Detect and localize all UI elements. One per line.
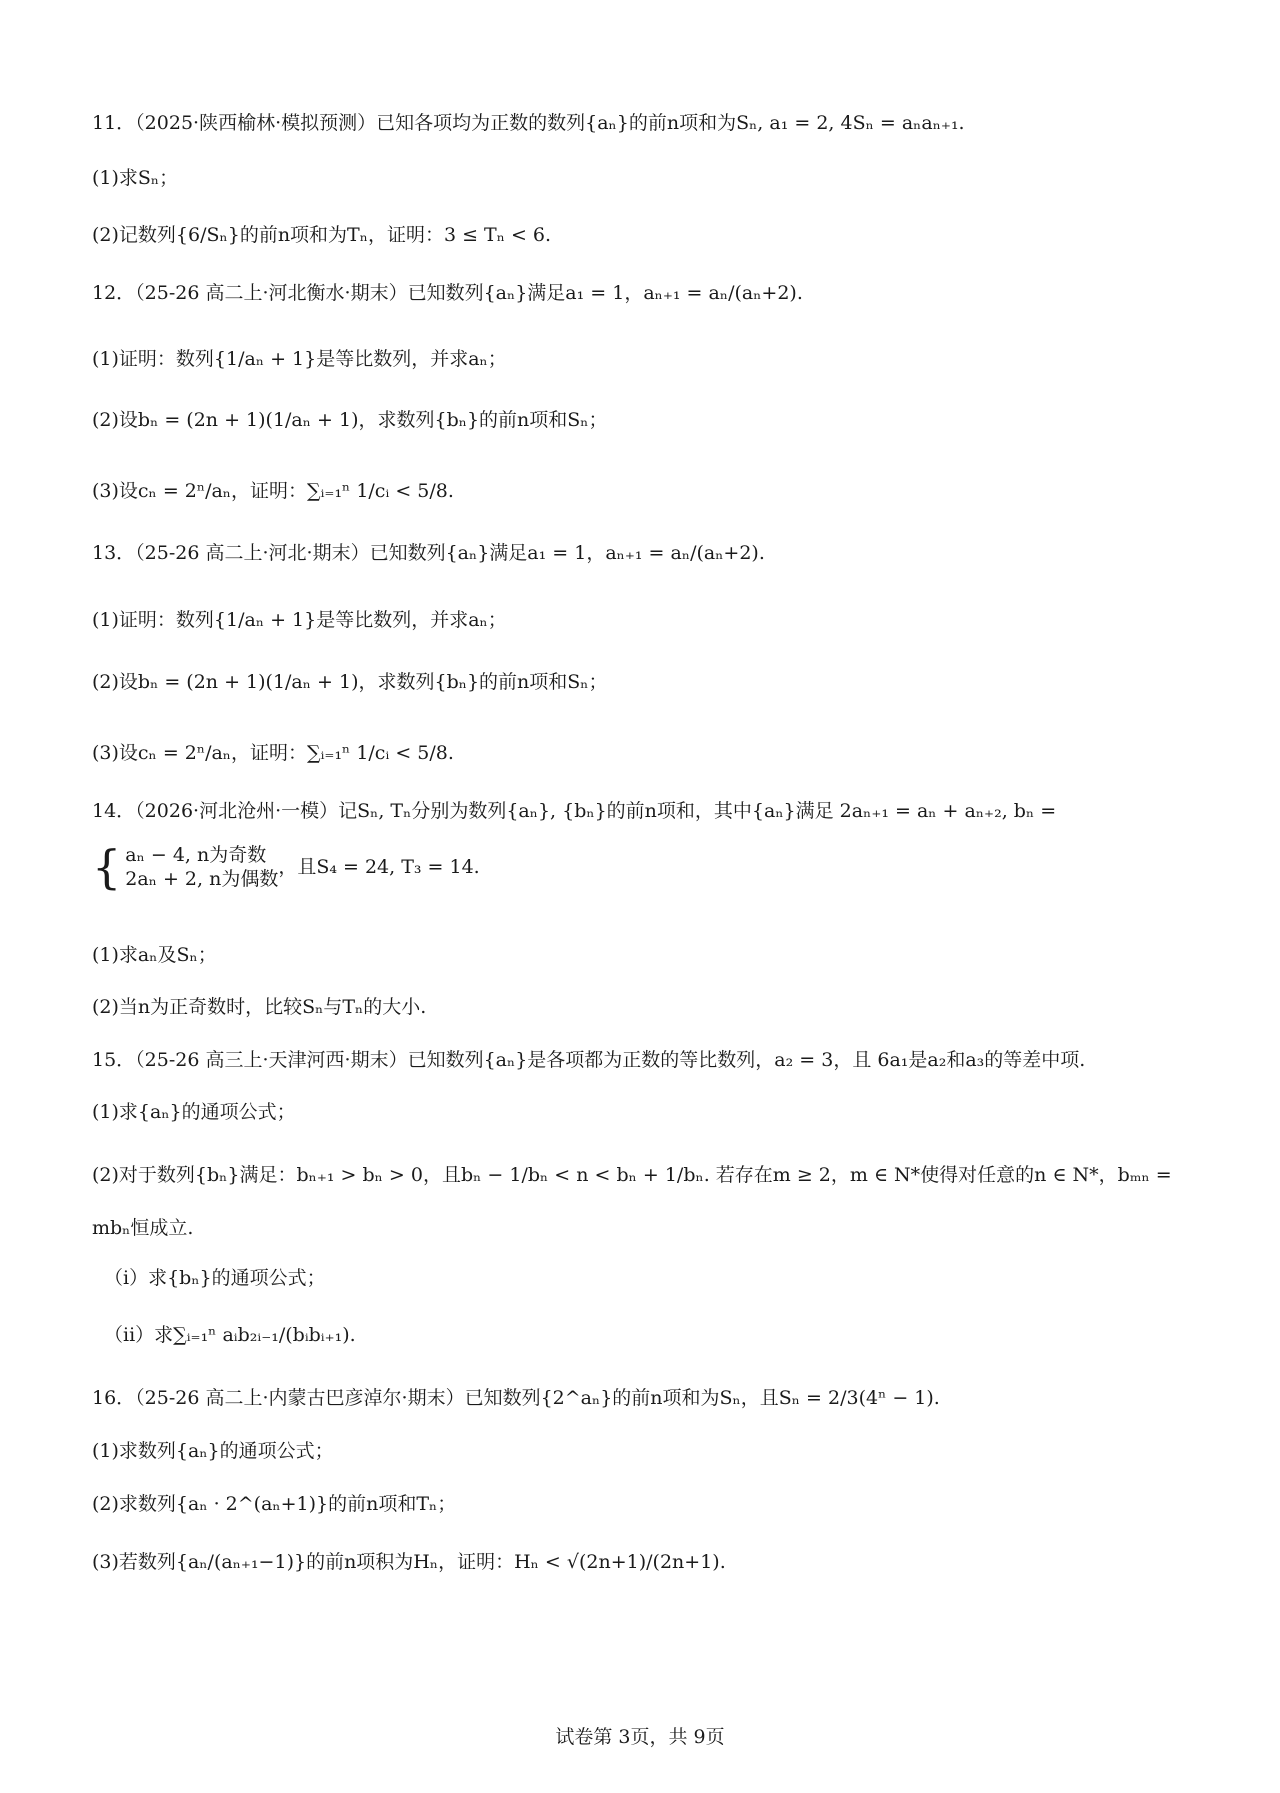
problem-11-part-1: (1)求Sₙ； [92, 167, 179, 189]
problem-12-part-2: (2)设bₙ = (2n + 1)(1/aₙ + 1)，求数列{bₙ}的前n项和Sₙ； [92, 409, 608, 431]
problem-16-part-2: (2)求数列{aₙ · 2^(aₙ+1)}的前n项和Tₙ； [92, 1493, 457, 1515]
problem-13-part-3: (3)设cₙ = 2ⁿ/aₙ，证明：∑ᵢ₌₁ⁿ 1/cᵢ < 5/8. [92, 742, 454, 764]
problem-13-part-1: (1)证明：数列{1/aₙ + 1}是等比数列，并求aₙ； [92, 609, 507, 631]
problem-15-head: 15．（25-26 高三上·天津河西·期末）已知数列{aₙ}是各项都为正数的等比数列，a₂ = 3，且 6a₁是a₂和a₃的等差中项. [92, 1049, 1086, 1071]
problem-12-part-3: (3)设cₙ = 2ⁿ/aₙ，证明：∑ᵢ₌₁ⁿ 1/cᵢ < 5/8. [92, 480, 454, 502]
problem-12-part-1: (1)证明：数列{1/aₙ + 1}是等比数列，并求aₙ； [92, 348, 507, 370]
problem-12-head: 12．（25-26 高二上·河北衡水·期末）已知数列{aₙ}满足a₁ = 1，aₙ₊₁ = aₙ/(aₙ+2). [92, 282, 803, 304]
problem-16-head: 16．（25-26 高二上·内蒙古巴彦淖尔·期末）已知数列{2^aₙ}的前n项和为Sₙ，且Sₙ = 2/3(4ⁿ − 1). [92, 1387, 940, 1409]
problem-15-part-2-cont: mbₙ恒成立. [92, 1217, 194, 1239]
case-even: 2aₙ + 2, n为偶数 [125, 868, 279, 890]
problem-16-part-1: (1)求数列{aₙ}的通项公式； [92, 1440, 334, 1462]
problem-14-part-1: (1)求aₙ及Sₙ； [92, 944, 217, 966]
problem-11-part-2: (2)记数列{6/Sₙ}的前n项和为Tₙ，证明：3 ≤ Tₙ < 6. [92, 224, 552, 246]
problem-15-part-i: （i）求{bₙ}的通项公式； [104, 1267, 326, 1289]
problem-13-head: 13．（25-26 高二上·河北·期末）已知数列{aₙ}满足a₁ = 1，aₙ₊₁ = aₙ/(aₙ+2). [92, 542, 765, 564]
brace-icon: { [92, 840, 122, 894]
case-odd: aₙ − 4, n为奇数 [125, 844, 267, 866]
problem-16-part-3: (3)若数列{aₙ/(aₙ₊₁−1)}的前n项积为Hₙ，证明：Hₙ < √(2n+1)/(2n+1). [92, 1551, 726, 1573]
problem-14-head: 14．（2026·河北沧州·一模）记Sₙ, Tₙ分别为数列{aₙ}, {bₙ}的前n项和，其中{aₙ}满足 2aₙ₊₁ = aₙ + aₙ₊₂, bₙ = [92, 800, 1057, 822]
problem-15-part-1: (1)求{aₙ}的通项公式； [92, 1101, 296, 1123]
page-footer: 试卷第 3页，共 9页 [555, 1726, 725, 1748]
problem-11-head: 11．（2025·陕西榆林·模拟预测）已知各项均为正数的数列{aₙ}的前n项和为Sₙ, a₁ = 2, 4Sₙ = aₙaₙ₊₁. [92, 112, 965, 134]
cases-tail: ，且S₄ = 24, T₃ = 14. [278, 856, 480, 878]
problem-13-part-2: (2)设bₙ = (2n + 1)(1/aₙ + 1)，求数列{bₙ}的前n项和Sₙ； [92, 671, 608, 693]
problem-15-part-ii: （ii）求∑ᵢ₌₁ⁿ aᵢb₂ᵢ₋₁/(bᵢbᵢ₊₁). [104, 1324, 356, 1346]
problem-14-cases [92, 840, 1220, 894]
problem-14-part-2: (2)当n为正奇数时，比较Sₙ与Tₙ的大小. [92, 996, 427, 1018]
problem-15-part-2: (2)对于数列{bₙ}满足：bₙ₊₁ > bₙ > 0，且bₙ − 1/bₙ < n < bₙ + 1/bₙ. 若存在m ≥ 2，m ∈ N*使得对任意的n ∈ N*，bₘₙ = [92, 1164, 1172, 1186]
